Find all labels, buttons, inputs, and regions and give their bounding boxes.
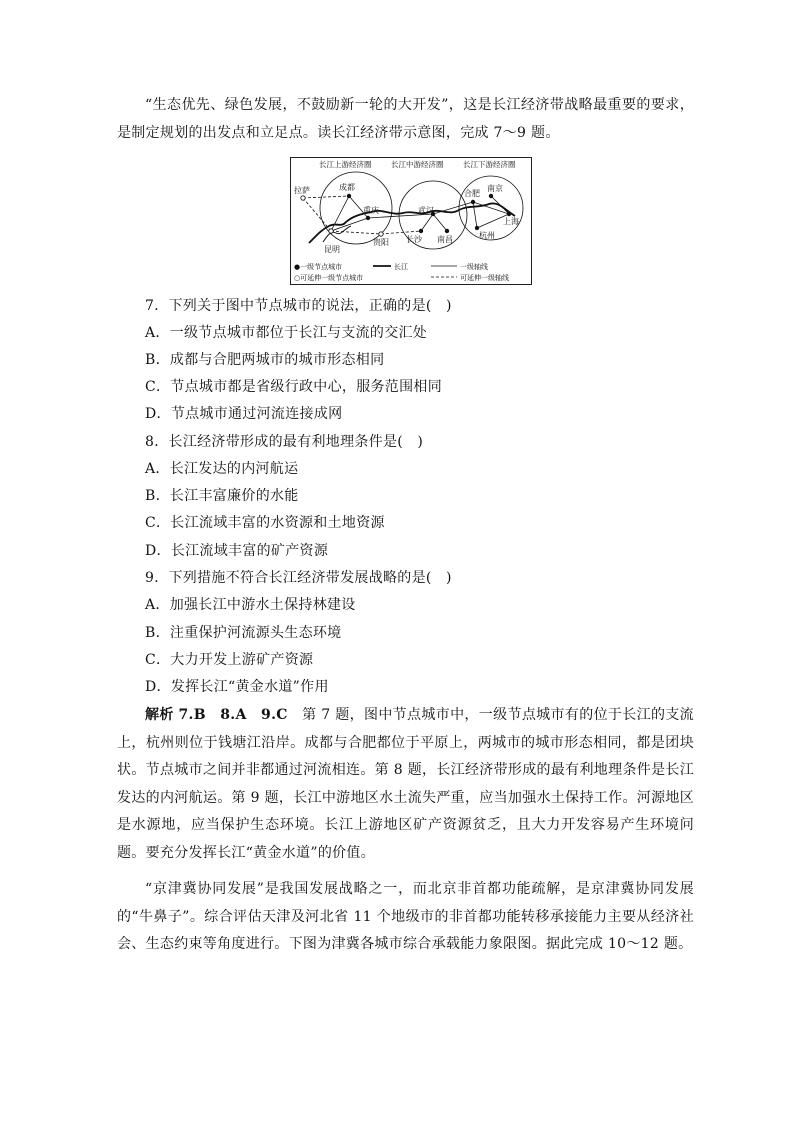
circle-label-lower: 长江下游经济圈 xyxy=(463,160,516,169)
question-9-option-a: A．加强长江中游水土保持林建设 xyxy=(145,597,356,613)
circle-label-upper: 长江上游经济圈 xyxy=(319,160,372,169)
question-7-option-c: C．节点城市都是省级行政中心，服务范围相同 xyxy=(145,379,443,395)
question-9-option-c: C．大力开发上游矿产资源 xyxy=(145,652,314,668)
analysis-text: 第 7 题，图中节点城市中，一级节点城市有的位于长江的支流上，杭州则位于钱塘江沿岸。成都与合肥都位于平原上，两城市的城市形态相同，都是团块状。节点城市之间并非都通过河流相连。第 8 题，长江经济带形成的最有利地理条件是长江发达的内河航运。第 9 题，长江中游地区水土流失严重，应当加强水土保持工作。河源地区是水源地，应当保护生态环境。长江上游地区矿产资源贫乏，且大力开发容易产生环境问题。要充分发挥长江“黄金水道”的价值。 xyxy=(117,707,694,861)
city-label-chongqing: 重庆 xyxy=(363,206,379,215)
question-9-option-b: B．注重保护河流源头生态环境 xyxy=(145,625,342,641)
city-dot-nanchang xyxy=(445,229,449,233)
city-label-nanjing: 南京 xyxy=(487,184,503,193)
city-dot-chongqing xyxy=(366,216,370,220)
question-7-option-d: D．节点城市通过河流连接成网 xyxy=(145,406,343,422)
legend-extend-node: ○可延伸一级节点城市 xyxy=(294,274,364,282)
city-dot-changsha xyxy=(419,229,423,233)
city-dot-guiyang xyxy=(379,232,383,236)
city-label-changsha: 长沙 xyxy=(406,235,422,244)
legend-extend-axis: 可延伸一级轴线 xyxy=(460,274,509,282)
extend-axis-kunming-guiyang xyxy=(331,231,421,234)
question-8-option-d: D．长江流域丰富的矿产资源 xyxy=(145,543,329,559)
city-label-shanghai: 上海 xyxy=(503,217,519,226)
city-dot-shanghai xyxy=(507,212,511,216)
city-label-nanchang: 南昌 xyxy=(437,235,453,244)
city-label-guiyang: 贵阳 xyxy=(373,238,389,247)
city-label-wuhan: 武汉 xyxy=(418,206,434,215)
city-dot-nanjing xyxy=(489,194,493,198)
city-label-chengdu: 成都 xyxy=(339,183,355,192)
question-9-option-d: D．发挥长江“黄金水道”作用 xyxy=(145,679,329,695)
intro-paragraph-2: “京津冀协同发展”是我国发展战略之一，而北京非首都功能疏解，是京津冀协同发展的“牛鼻子”。综合评估天津及河北省 11 个地级市的非首都功能转移承接能力主要从经济社会、生态约束等角度进行。下图为津冀各城市综合承载能力象限图。据此完成 10～12 题。 xyxy=(117,881,694,952)
legend-primary-node: ●一级节点城市 xyxy=(294,263,343,271)
city-dot-lasa xyxy=(301,196,305,200)
analysis-paragraph xyxy=(117,702,694,867)
tributary-line xyxy=(323,226,351,242)
circle-label-middle: 长江中游经济圈 xyxy=(391,160,444,169)
city-dot-hangzhou xyxy=(475,226,479,230)
question-7-option-a: A．一级节点城市都位于长江与支流的交汇处 xyxy=(145,325,428,341)
question-9-stem: 9．下列措施不符合长江经济带发展战略的是( ) xyxy=(145,570,452,586)
map-figure xyxy=(291,158,531,284)
question-8-stem: 8．长江经济带形成的最有利地理条件是( ) xyxy=(145,434,424,450)
analysis-label: 解析 xyxy=(145,707,174,723)
city-label-hefei: 合肥 xyxy=(464,189,480,198)
legend-yangtze: 长江 xyxy=(394,263,408,271)
city-label-hangzhou: 杭州 xyxy=(479,231,495,240)
primary-axis-branch-middle xyxy=(421,214,447,231)
intro-paragraph-1: “生态优先、绿色发展，不鼓励新一轮的大开发”，这是长江经济带战略最重要的要求，是制定规划的出发点和立足点。读长江经济带示意图，完成 7～9 题。 xyxy=(117,97,694,141)
city-label-kunming: 昆明 xyxy=(324,245,340,254)
question-8-option-a: A．长江发达的内河航运 xyxy=(145,461,299,477)
question-8-option-c: C．长江流域丰富的水资源和土地资源 xyxy=(145,515,385,531)
yangtze-economic-belt-map xyxy=(290,157,532,285)
question-7-stem: 7．下列关于图中节点城市的说法，正确的是( ) xyxy=(145,298,452,314)
legend-primary-axis: 一级轴线 xyxy=(460,263,488,271)
question-8-option-b: B．长江丰富廉价的水能 xyxy=(145,488,299,504)
analysis-answers: 7.B 8.A 9.C xyxy=(178,707,288,723)
city-label-lasa: 拉萨 xyxy=(294,186,310,195)
extend-axis-lasa xyxy=(303,196,349,198)
question-7-option-b: B．成都与合肥两城市的城市形态相同 xyxy=(145,352,385,368)
city-dot-kunming xyxy=(329,229,333,233)
city-dot-chengdu xyxy=(347,194,351,198)
city-dot-hefei xyxy=(471,200,475,204)
extend-axis-lasa-kunming xyxy=(303,198,331,231)
